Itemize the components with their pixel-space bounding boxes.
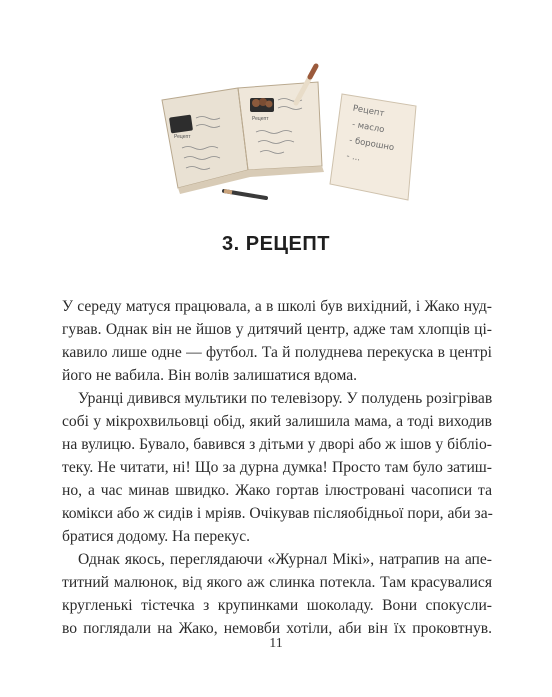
text-line: братися додому. На перекус. bbox=[62, 528, 251, 545]
text-line: на вулицю. Бувало, бавився з дітьми у дворі або ж ішов у бібліо- bbox=[62, 436, 492, 453]
recipe-note bbox=[330, 94, 416, 200]
book-and-note-drawing bbox=[120, 58, 440, 208]
text-line: Уранці дивився мультики по телевізору. У полудень розігрівав bbox=[78, 390, 493, 407]
note-line-3: - борошно bbox=[348, 135, 395, 154]
text-line: У середу матуся працювала, а в школі був вихідний, і Жако нуд- bbox=[62, 298, 492, 315]
page-number: 11 bbox=[269, 636, 283, 651]
recipe-illustration bbox=[120, 58, 440, 208]
chapter-body bbox=[62, 295, 492, 640]
text-line: Однак якось, переглядаючи «Журнал Мікі», натрапив на апе- bbox=[78, 551, 492, 568]
text-line: кавило лише одне — футбол. Та й полуднева перекуска в центрі bbox=[62, 344, 492, 361]
note-line-1: Рецепт bbox=[351, 103, 386, 120]
text-line: но, а час минав швидко. Жако гортав ілюстровані часописи та bbox=[62, 482, 492, 499]
text-line: його не вабила. Він волів залишатися вдома. bbox=[62, 367, 358, 384]
text-line: титний малюнок, від якого аж слинка потекла. Там красувалися bbox=[62, 574, 492, 591]
text-line: собі у мікрохвильовці обід, який залишила мама, а тоді виходив bbox=[62, 413, 492, 430]
pencil-icon bbox=[224, 191, 266, 198]
text-line: гував. Однак він не йшов у дитячий центр, адже там хлопців ці- bbox=[62, 321, 492, 338]
text-line: комікси або ж сидів і мріяв. Очікував післяобідньої пори, аби за- bbox=[62, 505, 493, 522]
text-line: теку. Не читати, ні! Що за дурна думка! Просто там було затиш- bbox=[62, 459, 492, 476]
note-line-2: - масло bbox=[351, 119, 386, 136]
text-line: во поглядали на Жако, немовби хотіли, аби він їх проковтнув. bbox=[62, 620, 492, 637]
text-line: кругленькі тістечка з крупинками шоколаду. Вони спокусли- bbox=[62, 597, 492, 614]
chapter-title: 3. РЕЦЕПТ bbox=[222, 233, 330, 255]
book-card-left-label: Рецепт bbox=[174, 134, 191, 140]
book-card-right-label: Рецепт bbox=[252, 116, 269, 122]
note-line-4: - ... bbox=[345, 151, 362, 164]
